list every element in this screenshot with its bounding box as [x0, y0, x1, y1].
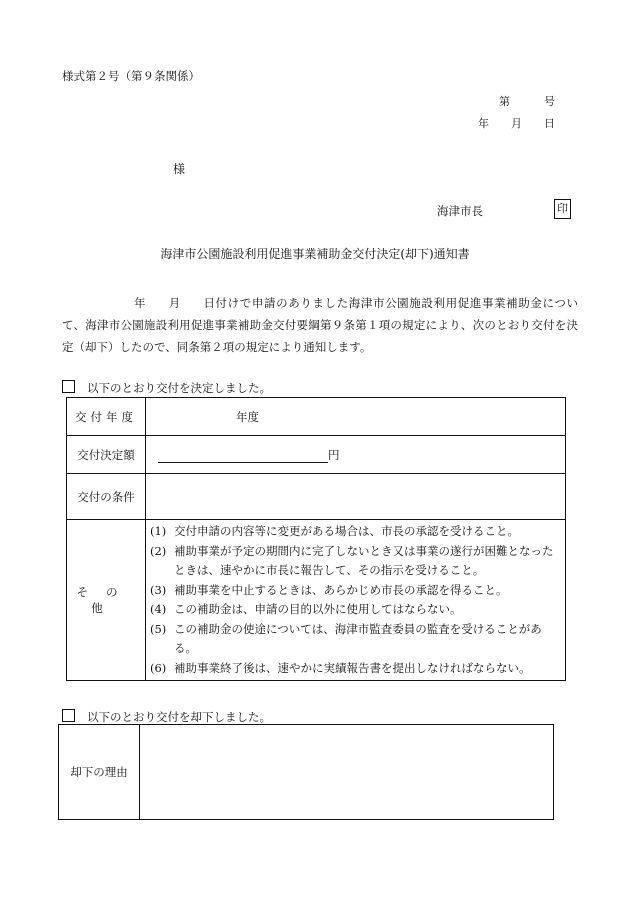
amount-underline [158, 448, 328, 463]
reject-checkbox[interactable] [62, 709, 75, 722]
reject-option [62, 709, 271, 725]
body-month: 月 [168, 296, 181, 310]
condition-number: (1) [150, 524, 167, 538]
approve-checkbox[interactable] [62, 380, 75, 393]
date-day-label: 日 [544, 117, 555, 130]
condition-item [150, 659, 555, 679]
document-number [499, 93, 555, 109]
addressee: 様 [173, 162, 186, 176]
document-title: 海津市公園施設利用促進事業補助金交付決定(却下)通知書 [160, 247, 470, 261]
other-conditions-list [146, 522, 565, 678]
body-text: 日付けで申請のありました海津市公園施設利用促進事業補助金について、海津市公園施設利用促進事業補助金交付要綱第９条第１項の規定により、次のとおり交付を決定（却下）したので、同条第２項の規定により通知します。 [62, 296, 578, 354]
fiscal-year-value: 年度 [146, 398, 566, 436]
reject-label: 以下のとおり交付を却下しました。 [87, 710, 271, 724]
number-suffix: 号 [544, 95, 555, 108]
condition-item [150, 542, 555, 581]
issuer-name: 海津市長 [437, 204, 483, 218]
condition-text: この補助金は、申請の目的以外に使用してはならない。 [174, 602, 462, 616]
fiscal-year-label: 交付年度 [67, 398, 146, 436]
condition-number: (6) [150, 660, 167, 675]
conditions-label: 交付の条件 [67, 474, 146, 520]
condition-text: 補助事業が予定の期間内に完了しないとき又は事業の遂行が困難となったときは、速やかに市長に報告して、その指示を受けること。 [174, 543, 554, 577]
condition-number: (3) [150, 582, 167, 597]
amount-unit: 円 [328, 447, 340, 462]
other-label: その他 [67, 520, 146, 681]
condition-text: 補助事業を中止するときは、あらかじめ市長の承認を得ること。 [174, 582, 508, 597]
form-number-label: 様式第２号（第９条関係） [62, 69, 200, 83]
reject-reason-label: 却下の理由 [59, 725, 140, 820]
approve-option [62, 380, 271, 396]
date-year-label: 年 [478, 117, 489, 130]
condition-item [150, 600, 555, 620]
amount-label: 交付決定額 [67, 436, 146, 474]
date-month-label: 月 [511, 117, 522, 130]
notice-body [62, 292, 578, 358]
condition-item [150, 581, 555, 601]
approval-table [66, 397, 566, 681]
rejection-table [58, 724, 554, 820]
number-prefix: 第 [499, 95, 510, 108]
issue-date [478, 115, 555, 131]
condition-text: 交付申請の内容等に変更がある場合は、市長の承認を受けること。 [174, 524, 519, 538]
seal-mark: 印 [554, 199, 571, 219]
condition-item [150, 620, 555, 659]
other-conditions [146, 520, 566, 681]
conditions-value [146, 474, 566, 520]
condition-text: この補助金の使途については、海津市監査委員の監査を受けることがある。 [174, 621, 542, 655]
condition-text: 補助事業終了後は、速やかに実績報告書を提出しなければならない。 [174, 660, 531, 675]
amount-field [146, 436, 566, 474]
condition-number: (5) [150, 621, 167, 636]
condition-number: (4) [150, 602, 167, 616]
approve-label: 以下のとおり交付を決定しました。 [87, 381, 271, 395]
body-year: 年 [134, 296, 147, 310]
condition-number: (2) [150, 543, 167, 558]
condition-item [150, 522, 555, 542]
reject-reason-value [140, 725, 554, 820]
